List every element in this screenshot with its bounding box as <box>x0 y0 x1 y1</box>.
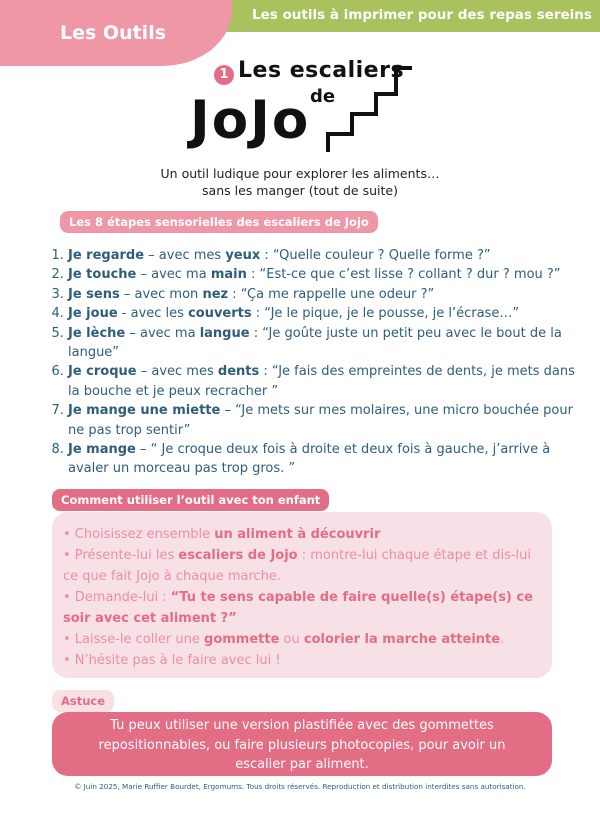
stage-quote: : “Quelle couleur ? Quelle forme ?” <box>260 248 491 263</box>
how-text: ou <box>279 632 304 647</box>
stage-mid: – avec mes <box>136 364 218 380</box>
how-text: • Laisse-le coller une <box>63 632 205 647</box>
stages-list <box>56 246 578 479</box>
stage-mid: – “ Je croque deux fois à droite et deux fois à gauche, j’arrive à avaler un morceau pas trop gros. ” <box>68 442 551 477</box>
stage-sense: nez <box>202 286 229 302</box>
how-text: • Choisissez ensemble <box>63 527 215 542</box>
stage-quote: : “Je goûte juste un petit peu avec le bout de la langue” <box>68 325 562 361</box>
tip-box <box>52 712 552 776</box>
stage-mid: – avec ma <box>136 267 211 283</box>
stage-action: Je mange une miette <box>68 403 221 419</box>
how-bold: gommette <box>204 632 280 647</box>
stage-mid: – avec mes <box>144 248 226 263</box>
how-box <box>52 512 552 678</box>
how-text: : montre-lui chaque étape et dis-lui ce que fait Jojo à chaque marche. <box>63 548 532 584</box>
stage-sense: dents <box>217 364 260 380</box>
stage-item <box>68 246 578 265</box>
tip-label: Astuce <box>52 690 114 712</box>
stage-sense: yeux <box>225 248 261 263</box>
stages-label: Les 8 étapes sensorielles des escaliers de Jojo <box>60 211 378 233</box>
stage-quote: : “Ça me rappelle une odeur ?” <box>228 286 435 302</box>
stage-item <box>68 285 578 304</box>
stage-action: Je lèche <box>68 325 126 341</box>
footer: © Juin 2025, Marie Ruffier Bourdet, Ergomums. Tous droits réservés. Reproduction et distribution interdites sans autorisation. <box>74 782 526 791</box>
logo-number: 1 <box>214 65 234 85</box>
how-item <box>63 524 542 545</box>
how-label: Comment utiliser l’outil avec ton enfant <box>52 489 329 511</box>
stage-action: Je sens <box>68 286 120 302</box>
tip-text: Tu peux utiliser une version plastifiée avec des gommettes repositionnables, ou faire plusieurs photocopies, pour avoir un escalier par aliment. <box>98 718 506 772</box>
stage-mid: – avec mon <box>119 286 203 302</box>
logo-name: JoJo <box>190 90 311 151</box>
stage-action: Je regarde <box>68 248 145 263</box>
jojo-logo <box>190 58 420 168</box>
stage-mid: – avec ma <box>125 325 200 341</box>
stage-item <box>68 324 578 363</box>
how-text: • Demande-lui : <box>63 590 171 605</box>
stage-sense: couverts <box>188 306 252 322</box>
logo-title-line1: Les escaliers <box>238 58 405 83</box>
how-item <box>63 650 542 671</box>
stage-mid: - avec les <box>117 306 189 322</box>
how-text: . <box>500 632 505 647</box>
how-item <box>63 629 542 650</box>
stage-action: Je touche <box>68 267 137 283</box>
how-item <box>63 587 542 629</box>
subtitle-line: sans les manger (tout de suite) <box>202 183 398 198</box>
stage-quote: : “Je le pique, je le pousse, je l’écrase…” <box>251 306 520 322</box>
how-text: • N’hésite pas à le faire avec lui ! <box>63 653 281 668</box>
stage-action: Je joue <box>68 306 118 322</box>
stage-quote: : “Je fais des empreintes de dents, je mets dans la bouche et je peux recracher ” <box>68 364 575 399</box>
stage-action: Je mange <box>68 442 136 458</box>
how-bold: “Tu te sens capable de faire quelle(s) étape(s) ce soir avec cet aliment ?” <box>63 590 533 626</box>
stage-item <box>68 401 578 440</box>
how-text: • Présente-lui les <box>63 548 179 563</box>
stage-sense: main <box>210 267 247 283</box>
stage-item <box>68 304 578 323</box>
stage-quote: : “Est-ce que c’est lisse ? collant ? dur ? mou ?” <box>246 267 561 283</box>
stage-item <box>68 265 578 284</box>
stage-action: Je croque <box>68 364 137 380</box>
subtitle <box>0 165 600 199</box>
stage-item <box>68 440 578 479</box>
banner-text: Les outils à imprimer pour des repas sereins <box>252 7 592 23</box>
how-bold: escaliers de Jojo <box>178 548 298 563</box>
tab-label: Les Outils <box>60 22 167 44</box>
stage-mid: – “Je mets sur mes molaires, une micro bouchée pour ne pas trop sentir” <box>68 403 573 438</box>
how-item <box>63 545 542 587</box>
how-bold: colorier la marche atteinte <box>303 632 501 647</box>
stage-item <box>68 362 578 401</box>
subtitle-line: Un outil ludique pour explorer les aliments… <box>160 166 440 181</box>
how-bold: un aliment à découvrir <box>214 527 381 542</box>
section-tab <box>0 0 232 66</box>
logo-title-line2: de <box>310 86 336 107</box>
stage-sense: langue <box>199 325 250 341</box>
